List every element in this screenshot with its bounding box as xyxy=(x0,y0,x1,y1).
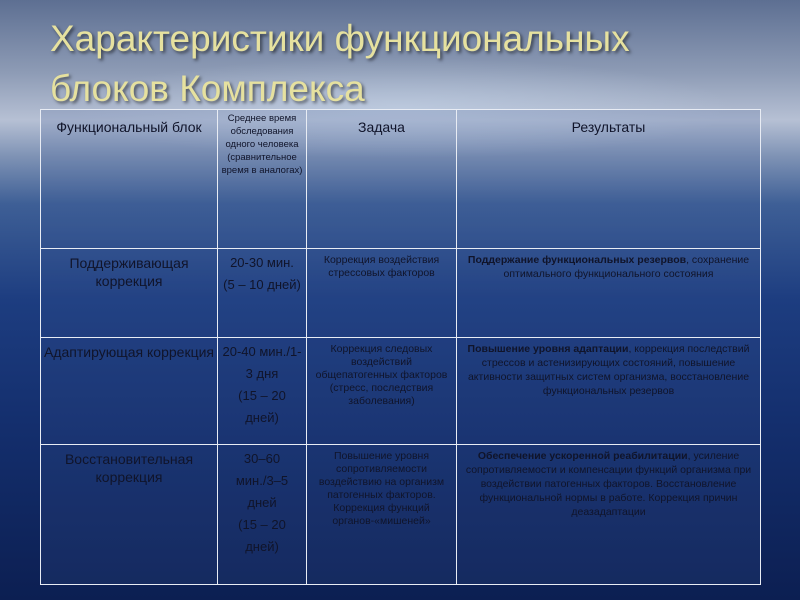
header-time: Среднее время обследования одного человека (сравнительное время в аналогах) xyxy=(218,110,307,249)
slide-title xyxy=(50,14,770,114)
cell-results xyxy=(457,249,761,338)
table-row xyxy=(41,249,761,338)
table-row xyxy=(41,338,761,445)
cell-task: Повышение уровня сопротивляемости воздействию на организм патогенных факторов. Коррекция функций органов-«мишеней» xyxy=(307,445,457,585)
results-bold: Обеспечение ускоренной реабилитации xyxy=(477,450,688,462)
cell-time xyxy=(218,249,307,338)
cell-time xyxy=(218,338,307,445)
cell-block: Поддерживающая коррекция xyxy=(41,249,218,338)
cell-block: Адаптирующая коррекция xyxy=(41,338,218,445)
time-main: 20-40 мин./1-3 дня xyxy=(222,344,302,381)
results-bold: Повышение уровня адаптации xyxy=(467,343,629,355)
slide-title-line-2: блоков Комплекса xyxy=(50,68,365,109)
time-main: 20-30 мин. xyxy=(230,255,294,270)
cell-block: Восстановительная коррекция xyxy=(41,445,218,585)
cell-time xyxy=(218,445,307,585)
cell-results xyxy=(457,445,761,585)
results-rest: , усиление сопротивляемости и компенсации функций организма при воздействии патогенных факторов. Восстановление функциональной нормы в работе. Коррекция причин деазадаптации xyxy=(465,450,752,518)
results-rest: , коррекция последствий стрессов и астенизирующих состояний, повышение активности защитных систем организма, восстановление функциональных резервов xyxy=(467,343,750,397)
header-block: Функциональный блок xyxy=(41,110,218,249)
table-header-row xyxy=(41,110,761,249)
header-results: Результаты xyxy=(457,110,761,249)
cell-task: Коррекция следовых воздействий общепатогенных факторов (стресс, последствия заболевания) xyxy=(307,338,457,445)
time-alt: (5 – 10 дней) xyxy=(223,277,301,292)
time-main: 30–60 мин./3–5 дней xyxy=(235,451,289,510)
cell-task: Коррекция воздействия стрессовых факторов xyxy=(307,249,457,338)
time-alt: (15 – 20 дней) xyxy=(238,388,286,425)
header-task: Задача xyxy=(307,110,457,249)
slide-title-line-1: Характеристики функциональных xyxy=(50,18,630,59)
results-rest: , сохранение оптимального функционального состояния xyxy=(503,254,750,280)
cell-results xyxy=(457,338,761,445)
characteristics-table xyxy=(40,109,761,585)
results-bold: Поддержание функциональных резервов xyxy=(467,254,687,266)
time-alt: (15 – 20 дней) xyxy=(238,517,286,554)
table-row xyxy=(41,445,761,585)
